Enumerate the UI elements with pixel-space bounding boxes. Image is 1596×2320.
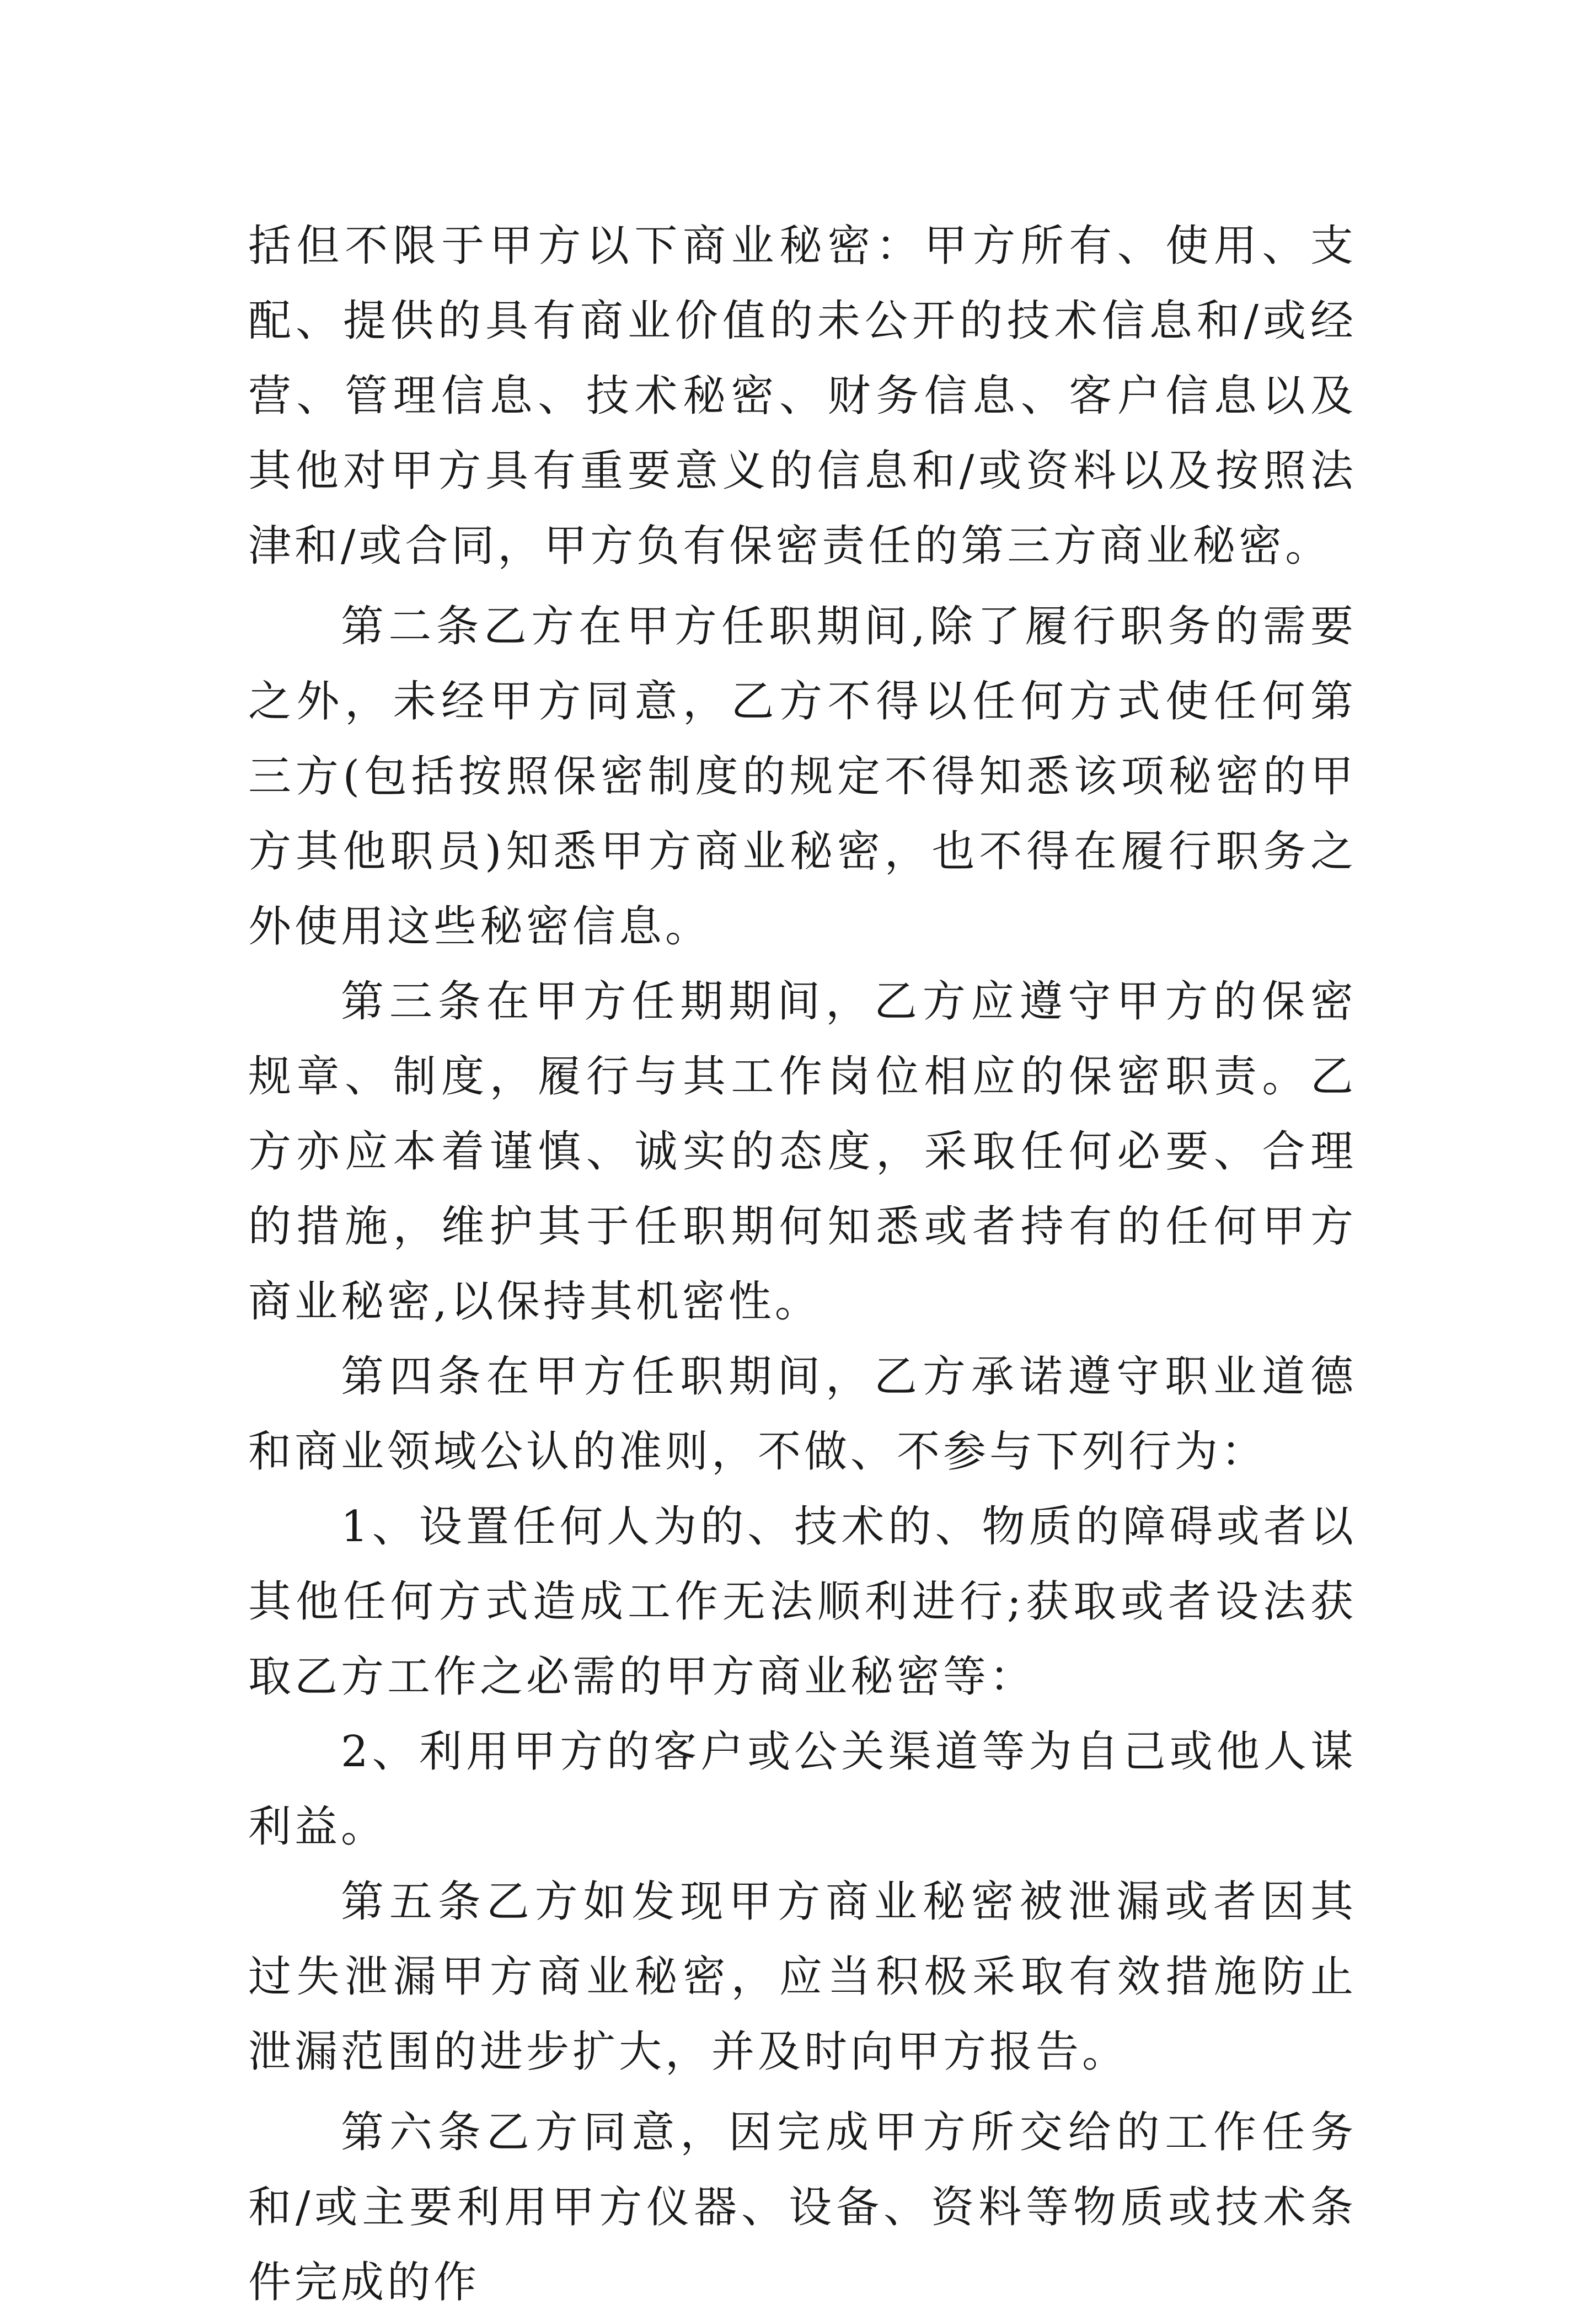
paragraph-article-2: 第二条乙方在甲方任职期间,除了履行职务的需要之外，未经甲方同意，乙方不得以任何方式使任何第三方(包括按照保密制度的规定不得知悉该项秘密的甲方其他职员)知悉甲方商业秘密，也不得在履行职务之外使用这些秘密信息。 [248,602,1357,951]
paragraph-article-3: 第三条在甲方任期期间，乙方应遵守甲方的保密规章、制度，履行与其工作岗位相应的保密职责。乙方亦应本着谨慎、诚实的态度，采取任何必要、合理的措施，维护其于任职期何知悉或者持有的任何甲方商业秘密,以保持其机密性。 [248,977,1357,1327]
paragraph-article-4-item-2: 2、利用甲方的客户或公关渠道等为自己或他人谋利益。 [248,1727,1357,1852]
paragraph-article-5: 第五条乙方如发现甲方商业秘密被泄漏或者因其过失泄漏甲方商业秘密，应当积极采取有效措施防止泄漏范围的进步扩大，并及时向甲方报告。 [248,1877,1357,2077]
paragraph-article-6: 第六条乙方同意，因完成甲方所交给的工作任务和/或主要利用甲方仪器、设备、资料等物质或技术条件完成的作 [248,2108,1357,2307]
document-body [248,209,1357,2320]
paragraph-trade-secret-scope: 括但不限于甲方以下商业秘密：甲方所有、使用、支配、提供的具有商业价值的未公开的技术信息和/或经营、管理信息、技术秘密、财务信息、客户信息以及其他对甲方具有重要意义的信息和/或资料以及按照法津和/或合同，甲方负有保密责任的第三方商业秘密。 [248,221,1357,571]
paragraph-article-4-item-1: 1、设置任何人为的、技术的、物质的障碍或者以其他任何方式造成工作无法顺利进行;获取或者设法获取乙方工作之必需的甲方商业秘密等： [248,1502,1357,1702]
paragraph-article-4: 第四条在甲方任职期间，乙方承诺遵守职业道德和商业领域公认的准则，不做、不参与下列行为： [248,1352,1357,1477]
